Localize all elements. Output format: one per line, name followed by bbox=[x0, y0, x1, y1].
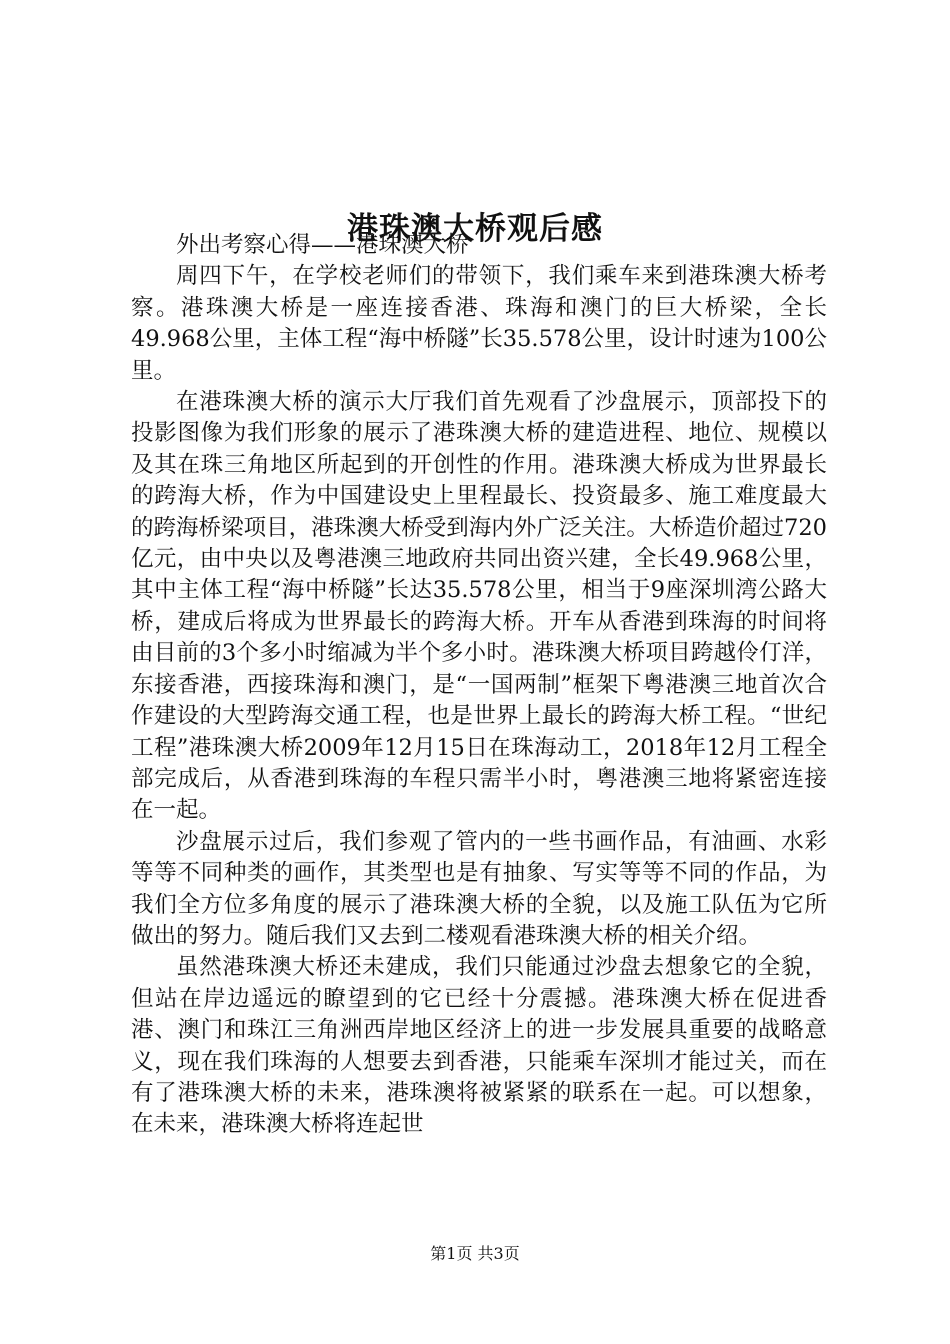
paragraph-sandtable: 在港珠澳大桥的演示大厅我们首先观看了沙盘展示，顶部投下的投影图像为我们形象的展示了港珠澳大桥的建造进程、地位、规模以及其在珠三角地区所起到的开创性的作用。港珠澳大桥成为世界最长的跨海大桥，作为中国建设史上里程最长、投资最多、施工难度最大的跨海桥梁项目，港珠澳大桥受到海内外广泛关注。大桥造价超过720亿元，由中央以及粤港澳三地政府共同出资兴建，全长49.968公里，其中主体工程“海中桥隧”长达35.578公里，相当于9座深圳湾公路大桥，建成后将成为世界最长的跨海大桥。开车从香港到珠海的时间将由目前的3个多小时缩减为半个多小时。港珠澳大桥项目跨越伶仃洋，东接香港，西接珠海和澳门，是“一国两制”框架下粤港澳三地首次合作建设的大型跨海交通工程，也是世界上最长的跨海大桥工程。“世纪工程”港珠澳大桥2009年12月15日在珠海动工，2018年12月工程全部完成后，从香港到珠海的车程只需半小时，粤港澳三地将紧密连接在一起。 bbox=[131, 389, 827, 824]
paragraph-reflection: 虽然港珠澳大桥还未建成，我们只能通过沙盘去想象它的全貌，但站在岸边遥远的瞭望到的它已经十分震撼。港珠澳大桥在促进香港、澳门和珠江三角洲西岸地区经济上的进一步发展具重要的战略意义，现在我们珠海的人想要去到香港，只能乘车深圳才能过关，而在有了港珠澳大桥的未来，港珠澳将被紧紧的联系在一起。可以想象，在未来，港珠澳大桥将连起世 bbox=[131, 954, 827, 1138]
page-footer: 第1页 共3页 bbox=[430, 1244, 520, 1263]
paragraph-subtitle: 外出考察心得——港珠澳大桥 bbox=[176, 232, 469, 258]
paragraph-artworks: 沙盘展示过后，我们参观了管内的一些书画作品，有油画、水彩等等不同种类的画作，其类型也是有抽象、写实等等不同的作品，为我们全方位多角度的展示了港珠澳大桥的全貌，以及施工队伍为它所做出的努力。随后我们又去到二楼观看港珠澳大桥的相关介绍。 bbox=[131, 828, 827, 949]
document-title: 港珠澳大桥观后感 bbox=[347, 210, 603, 247]
paragraph-intro: 周四下午，在学校老师们的带领下，我们乘车来到港珠澳大桥考察。港珠澳大桥是一座连接香港、珠海和澳门的巨大桥梁，全长49.968公里，主体工程“海中桥隧”长35.578公里，设计时速为100公里。 bbox=[131, 263, 827, 384]
document-body bbox=[131, 230, 827, 1141]
